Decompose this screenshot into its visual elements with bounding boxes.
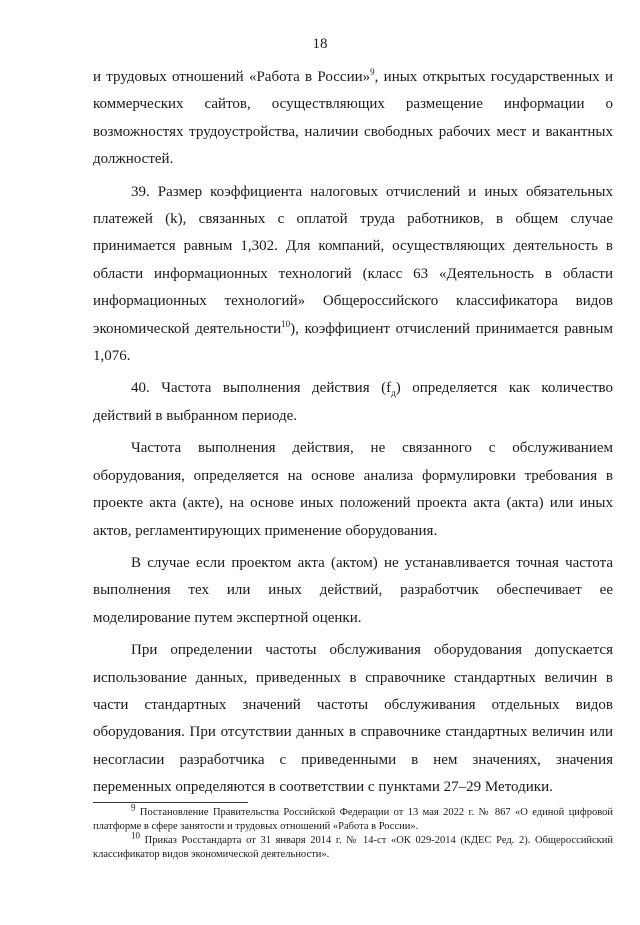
footnote-separator — [93, 802, 248, 803]
paragraph-continuation: и трудовых отношений «Работа в России»$^9$, иных открытых государственных и коммерческих сайтов, осуществляющих размещение информации о возможностях трудоустройства, наличии свободных рабочих мест и вакантных должностей. — [93, 67, 613, 168]
paragraph-39: 39. Размер коэффициента налоговых отчислений и иных обязательных платежей (k), связанных с оплатой труда работников, в общем случае принимается равным 1,302. Для компаний, осуществляющих деятельность в области информационных технологий (класс 63 «Деятельность в области информационных технологий» Общероссийского классификатора видов экономической деятельности$^{10}$), коэффициент отчислений принимается равным 1,076. — [93, 183, 613, 365]
footnote-ref-10: 10 — [281, 318, 291, 329]
paragraph-frequency-non-service: Частота выполнения действия, не связанного с обслуживанием оборудования, определяется на основе анализа формулировки требования в проекте акта (акте), на основе иных положений проекта акта (акта) или иных актов, регламентирующих применение оборудования. — [93, 440, 613, 539]
paragraph-expert-estimate: В случае если проектом акта (актом) не устанавливается точная частота выполнения тех или иных действий, разработчик обеспечивает ее моделирование путем экспертной оценки. — [93, 554, 613, 626]
body-text — [93, 64, 613, 802]
footnote-9: $^9$ Постановление Правительства Российской Федерации от 13 мая 2022 г. № 867 «О единой цифровой платформе в сфере занятости и трудовых отношений «Работа в России». — [93, 802, 613, 832]
page-number: 18 — [312, 36, 328, 52]
paragraph-40: 40. Частота выполнения действия $(f_д)$ определяется как количество действий в выбранном периоде. — [93, 380, 613, 424]
subscript-d: д — [391, 388, 396, 399]
footnote-10: $^{10}$ Приказ Росстандарта от 31 января 2014 г. № 14-ст «ОК 029-2014 (КДЕС Ред. 2). Общероссийский классификатор видов экономической деятельности». — [93, 830, 613, 860]
footnotes — [93, 802, 613, 862]
paragraph-service-frequency: При определении частоты обслуживания оборудования допускается использование данных, приведенных в справочнике стандартных величин в части стандартных значений частоты обслуживания отдельных видов оборудования. При отсутствии данных в справочнике стандартных величин или несогласии разработчика с приведенными в нем значениях, значения переменных определяются в соответствии с пунктами 27–29 Методики. — [93, 642, 613, 796]
footnote-ref-9: 9 — [370, 67, 375, 77]
